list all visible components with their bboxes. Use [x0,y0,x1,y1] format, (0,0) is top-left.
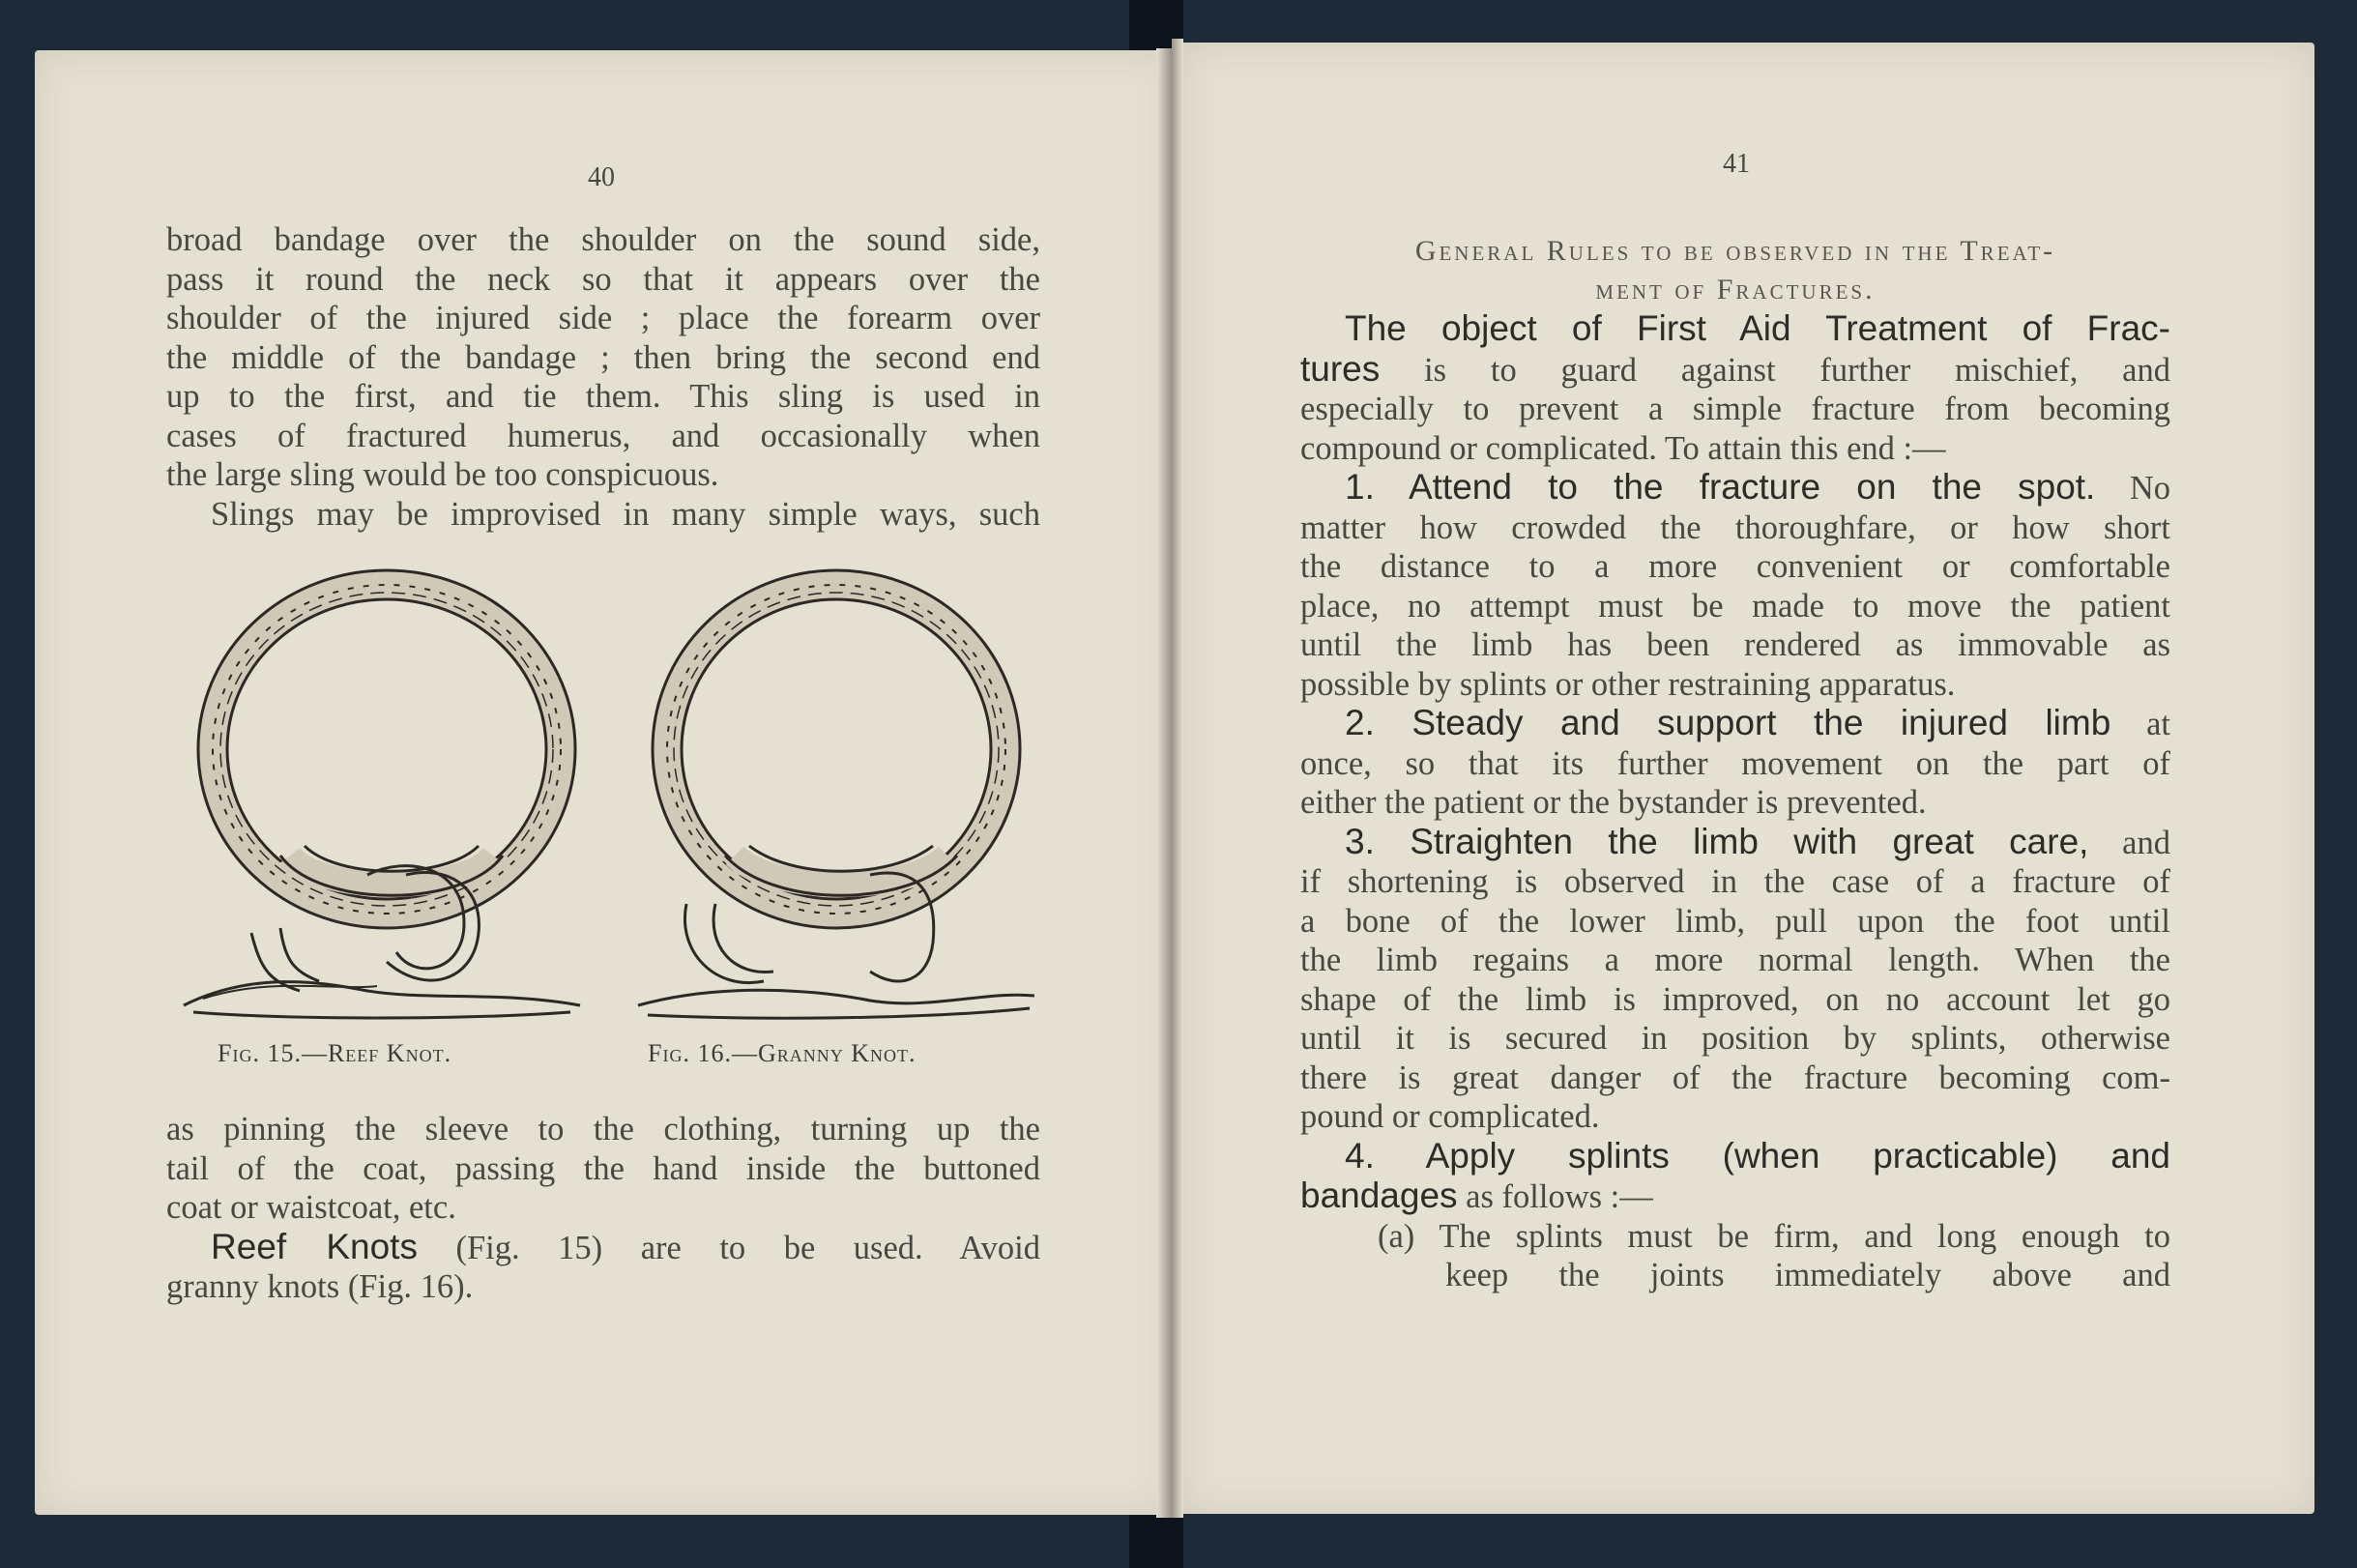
rule-3-heading: 3. Straighten the limb with great care, [1345,821,2089,861]
page-number-right: 41 [1723,149,1750,179]
text-line: once, so that its further movement on the part of [1300,744,2170,782]
text-line [1300,704,2170,744]
rule-4-heading: 4. Apply splints (when practicable) and [1345,1135,2170,1176]
granny-knot-illustration [628,566,1044,1020]
text-line: pass it round the neck so that it appears over the [166,260,1040,298]
text-line: the middle of the bandage ; then bring the second end [166,338,1040,376]
text-line: the limb regains a more normal length. When the [1300,942,2170,978]
text-line: compound or complicated. To attain this end :— [1300,429,1946,467]
intro-bold-1: The object of First Aid Treatment of Frac- [1345,308,2170,348]
rule-1-text: No [2095,470,2170,507]
text-line: coat or waistcoat, etc. [166,1189,456,1226]
text-line [166,1228,1040,1268]
left-paragraph-1 [166,220,1040,534]
right-body [1300,309,2170,1295]
reef-knots-heading: Reef Knots [211,1226,418,1266]
reef-knot-illustration [174,566,599,1020]
text-line: the distance to a more convenient or comfortable [1300,548,2170,585]
text-line: broad bandage over the shoulder on the sound side, [166,221,1040,258]
text-line: (a) The splints must be firm, and long enough to [1378,1217,2170,1255]
text-line: Slings may be improvised in many simple ways, such [211,495,1040,533]
section-heading [1300,232,2170,309]
text-line: up to the first, and tie them. This sling is used in [166,378,1040,415]
text-line: keep the joints immediately above and [1445,1257,2170,1293]
text-line: shape of the limb is improved, on no account let go [1300,980,2170,1018]
rule-4-heading-cont: bandages [1300,1176,1458,1215]
text-line: pound or complicated. [1300,1098,1600,1135]
page-number-left: 40 [588,162,615,192]
text-line [1300,350,2170,391]
text-line: possible by splints or other restraining apparatus. [1300,665,1956,703]
text-line: a bone of the lower limb, pull upon the foot until [1300,902,2170,940]
heading-line-1: General Rules to be observed in the Treat- [1414,235,2056,267]
rule-4-text: as follows :— [1457,1178,1653,1215]
rule-3-text: and [2088,824,2170,861]
text-line: place, no attempt must be made to move the patient [1300,587,2170,624]
text-line: there is great danger of the fracture becoming com- [1300,1059,2170,1096]
text-line: tail of the coat, passing the hand inside the buttoned [166,1149,1040,1187]
text-line [1300,823,2170,863]
heading-line-2: ment of Fractures. [1595,274,1876,305]
text-line: if shortening is observed in the case of a fracture of [1300,863,2170,900]
intro-bold-2: tures [1300,348,1381,389]
text-line: cases of fractured humerus, and occasionally when [166,417,1040,454]
text-line: granny knots (Fig. 16). [166,1268,474,1305]
text-line: shoulder of the injured side ; place the forearm over [166,300,1040,336]
text-line: especially to prevent a simple fracture from becoming [1300,391,2170,427]
fig15-caption: Fig. 15.—Reef Knot. [218,1039,452,1067]
text-line: matter how crowded the thoroughfare, or how short [1300,508,2170,546]
text-line [1300,468,2170,508]
fig16-caption: Fig. 16.—Granny Knot. [648,1039,917,1067]
rule-2-heading: 2. Steady and support the injured limb [1345,703,2111,742]
text-line: the large sling would be too conspicuous. [166,456,719,493]
text-line: until the limb has been rendered as immovable as [1300,626,2170,663]
rule-2-text: at [2110,706,2170,742]
right-page-fold-shadow [1172,39,1183,1518]
reef-knots-text: (Fig. 15) are to be used. Avoid [417,1229,1040,1266]
left-paragraph-3 [166,1110,1040,1307]
text-line: as pinning the sleeve to the clothing, turning up the [166,1111,1040,1147]
text-line: until it is secured in position by splints, otherwise [1300,1020,2170,1057]
intro-text: is to guard against further mischief, and [1380,351,2170,389]
text-line [1300,1137,2170,1177]
text-line [1300,1176,2170,1217]
rule-1-heading: 1. Attend to the fracture on the spot. [1345,467,2096,507]
text-line [1300,309,2170,350]
text-line: either the patient or the bystander is prevented. [1300,784,1927,821]
